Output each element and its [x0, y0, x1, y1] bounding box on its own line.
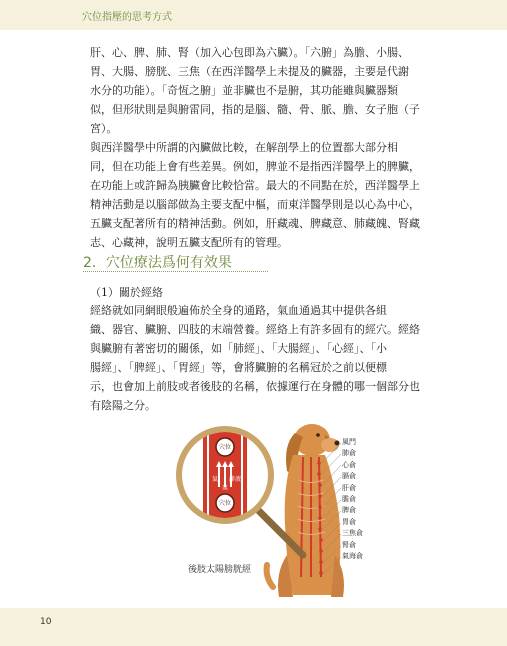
lens-label-qi: 氣: [211, 476, 219, 483]
lens-bottom-point: 穴位: [218, 500, 232, 507]
text-line: 似，但形狀則是與腑雷同，指的是腦、髓、骨、脈、膽、女子胞（子: [90, 103, 420, 116]
acupoint-label: 脾俞: [342, 506, 356, 515]
text-line: 肝、心、脾、肺、腎（加入心包即為六臟）。「六腑」為膽、小腸、: [90, 46, 409, 59]
running-header: 穴位指壓的思考方式: [82, 12, 172, 23]
text-line: 水分的功能）。「奇恆之腑」並非臟也不是腑，其功能雖與臟器類: [90, 84, 398, 97]
text-line: 在功能上或許歸為胰臟會比較恰當。最大的不同點在於，西洋醫學上: [90, 179, 420, 192]
lens-label-blood: 血: [221, 484, 229, 491]
header-band: [0, 0, 507, 30]
text-line: 織、器官、臟腑、四肢的末端營養。經絡上有許多固有的經穴。經絡: [90, 323, 420, 336]
text-line: 五臟支配著所有的精神活動。例如，肝藏魂、脾藏意、肺藏魄、腎藏: [90, 217, 420, 230]
text-line: 與臟腑有著密切的關係，如「肺經」、「大腸經」、「心經」、「小: [90, 342, 387, 355]
acupoint-label: 風門: [342, 438, 356, 446]
text-line: 經絡就如同網眼般遍佈於全身的通路，氣血通過其中提供各組: [90, 304, 387, 317]
acupoint-label: 心俞: [342, 460, 356, 469]
text-line: 同，但在功能上會有些差異。例如，脾並不是指西洋醫學上的脾臟，: [90, 160, 420, 173]
paragraph-meridians: [90, 301, 442, 415]
acupoint-label: 胃俞: [342, 517, 356, 526]
text-line: 精神活動是以腦部做為主要支配中樞，而東洋醫學則是以心為中心，: [90, 198, 420, 211]
text-line: 與西洋醫學中所謂的內臟做比較，在解剖學上的位置都大部分相: [90, 141, 398, 154]
lens-label-fluid: 津液: [228, 476, 242, 483]
paragraph-organs: [90, 43, 442, 138]
acupoint-label: 肺俞: [342, 449, 356, 458]
acupoint-label: 膽俞: [342, 495, 356, 504]
text-line: 宮）。: [90, 122, 118, 135]
acupoint-label: 膈俞: [342, 472, 356, 481]
acupoint-label: 肝俞: [342, 483, 356, 492]
figure-caption: 後肢太陽膀胱經: [188, 565, 252, 575]
text-line: 腸經」、「脾經」、「胃經」等，會將臟腑的名稱冠於之前以便標: [90, 361, 387, 374]
paragraph-comparison: [90, 138, 442, 252]
section-divider: [83, 271, 268, 272]
acupoint-label: 腎俞: [342, 540, 356, 549]
acupoint-label: 三焦俞: [342, 529, 363, 538]
text-line: 有陰陽之分。: [90, 399, 156, 412]
subsection-heading: （1）關於經絡: [90, 286, 163, 299]
page-number: 10: [40, 617, 52, 627]
acupoint-label: 氣海俞: [342, 552, 363, 561]
acupoint-label-list: [342, 437, 382, 562]
text-line: 志、心藏神，說明五臟支配所有的管理。: [90, 236, 288, 249]
section-heading: 2．穴位療法爲何有效果: [83, 255, 232, 271]
dog-illustration: [267, 424, 344, 597]
footer-band: [0, 608, 507, 646]
lens-top-point: 穴位: [218, 444, 232, 451]
text-line: 示，也會加上前肢或者後肢的名稱，依據運行在身體的哪一個部分也: [90, 380, 420, 393]
magnifier-lens: [179, 425, 303, 555]
text-line: 胃、大腸、膀胱、三焦（在西洋醫學上未提及的臟器，主要是代謝: [90, 65, 409, 78]
